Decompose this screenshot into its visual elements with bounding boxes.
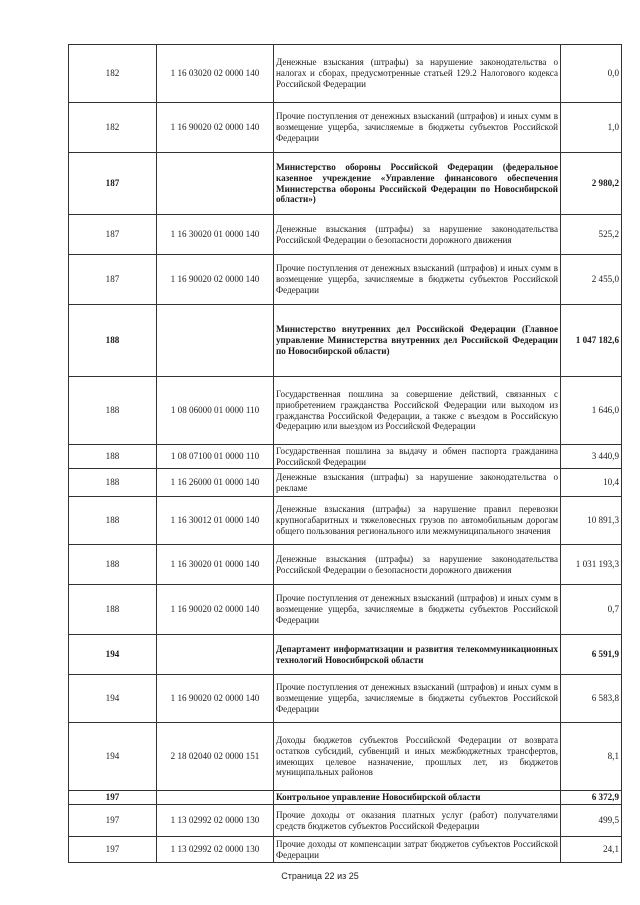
amount-cell: 499,5 bbox=[561, 805, 622, 837]
revenue-name-cell: Прочие поступления от денежных взысканий (штрафов) и иных сумм в возмещение ущерба, зачисляемые в бюджеты субъектов Российской Федерации bbox=[274, 585, 561, 635]
revenue-code-cell: 1 16 30012 01 0000 140 bbox=[157, 497, 274, 545]
revenue-code-cell bbox=[157, 791, 274, 805]
revenue-code-cell: 1 16 90020 02 0000 140 bbox=[157, 585, 274, 635]
amount-cell: 24,1 bbox=[561, 837, 622, 863]
revenue-name-cell: Денежные взыскания (штрафы) за нарушение законодательства Российской Федерации о безопасности дорожного движения bbox=[274, 545, 561, 585]
revenue-code-cell: 1 13 02992 02 0000 130 bbox=[157, 805, 274, 837]
admin-code-cell: 187 bbox=[69, 215, 157, 255]
revenue-code-cell: 1 16 90020 02 0000 140 bbox=[157, 255, 274, 305]
admin-code-cell: 188 bbox=[69, 469, 157, 497]
amount-cell: 6 372,9 bbox=[561, 791, 622, 805]
revenue-name-cell: Контрольное управление Новосибирской области bbox=[274, 791, 561, 805]
table-row bbox=[69, 445, 622, 469]
amount-cell: 6 583,8 bbox=[561, 675, 622, 723]
revenue-name-cell: Министерство обороны Российской Федерации (федеральное казенное учреждение «Управление финансового обеспечения Министерства обороны Российской Федерации по Новосибирской области») bbox=[274, 153, 561, 215]
amount-cell: 0,7 bbox=[561, 585, 622, 635]
table-row bbox=[69, 497, 622, 545]
revenue-name-cell: Прочие поступления от денежных взысканий (штрафов) и иных сумм в возмещение ущерба, зачисляемые в бюджеты субъектов Российской Федерации bbox=[274, 103, 561, 153]
admin-code-cell: 197 bbox=[69, 837, 157, 863]
amount-cell: 0,0 bbox=[561, 45, 622, 103]
revenue-code-cell: 1 08 06000 01 0000 110 bbox=[157, 377, 274, 445]
table-row bbox=[69, 585, 622, 635]
amount-cell: 1 031 193,3 bbox=[561, 545, 622, 585]
revenue-code-cell bbox=[157, 635, 274, 675]
revenue-name-cell: Доходы бюджетов субъектов Российской Федерации от возврата остатков субсидий, субвенций и иных межбюджетных трансфертов, имеющих целевое назначение, прошлых лет, из бюджетов муниципальных районов bbox=[274, 723, 561, 791]
table-row bbox=[69, 469, 622, 497]
revenue-name-cell: Денежные взыскания (штрафы) за нарушение законодательства Российской Федерации о безопасности дорожного движения bbox=[274, 215, 561, 255]
amount-cell: 10 891,3 bbox=[561, 497, 622, 545]
admin-code-cell: 187 bbox=[69, 255, 157, 305]
table-row-administrator bbox=[69, 635, 622, 675]
table-row bbox=[69, 255, 622, 305]
amount-cell: 3 440,9 bbox=[561, 445, 622, 469]
amount-cell: 2 980,2 bbox=[561, 153, 622, 215]
page-footer bbox=[0, 871, 640, 881]
amount-cell: 10,4 bbox=[561, 469, 622, 497]
admin-code-cell: 188 bbox=[69, 377, 157, 445]
table-row bbox=[69, 45, 622, 103]
revenue-name-cell: Министерство внутренних дел Российской Федерации (Главное управление Министерства внутренних дел Российской Федерации по Новосибирской области) bbox=[274, 305, 561, 377]
revenue-code-cell bbox=[157, 305, 274, 377]
revenue-code-cell: 1 16 30020 01 0000 140 bbox=[157, 215, 274, 255]
revenue-name-cell: Прочие доходы от компенсации затрат бюджетов субъектов Российской Федерации bbox=[274, 837, 561, 863]
table-row bbox=[69, 805, 622, 837]
page-number: Страница 22 из 25 bbox=[281, 871, 359, 881]
revenue-name-cell: Прочие доходы от оказания платных услуг (работ) получателями средств бюджетов субъектов Российской Федерации bbox=[274, 805, 561, 837]
amount-cell: 1 646,0 bbox=[561, 377, 622, 445]
revenue-code-cell bbox=[157, 153, 274, 215]
admin-code-cell: 188 bbox=[69, 445, 157, 469]
revenue-table-body bbox=[69, 45, 622, 863]
revenue-code-cell: 1 08 07100 01 0000 110 bbox=[157, 445, 274, 469]
admin-code-cell: 188 bbox=[69, 585, 157, 635]
admin-code-cell: 182 bbox=[69, 45, 157, 103]
table-row bbox=[69, 675, 622, 723]
admin-code-cell: 182 bbox=[69, 103, 157, 153]
admin-code-cell: 188 bbox=[69, 305, 157, 377]
revenue-code-cell: 2 18 02040 02 0000 151 bbox=[157, 723, 274, 791]
amount-cell: 6 591,9 bbox=[561, 635, 622, 675]
revenue-code-cell: 1 16 30020 01 0000 140 bbox=[157, 545, 274, 585]
table-row-administrator bbox=[69, 153, 622, 215]
table-row bbox=[69, 545, 622, 585]
revenue-name-cell: Денежные взыскания (штрафы) за нарушение законодательства о рекламе bbox=[274, 469, 561, 497]
revenue-name-cell: Прочие поступления от денежных взысканий (штрафов) и иных сумм в возмещение ущерба, зачисляемые в бюджеты субъектов Российской Федерации bbox=[274, 255, 561, 305]
table-row bbox=[69, 103, 622, 153]
revenue-name-cell: Денежные взыскания (штрафы) за нарушение правил перевозки крупногабаритных и тяжеловесных грузов по автомобильным дорогам общего пользования регионального или межмуниципального значения bbox=[274, 497, 561, 545]
amount-cell: 8,1 bbox=[561, 723, 622, 791]
revenue-name-cell: Государственная пошлина за совершение действий, связанных с приобретением гражданства Российской Федерации или выходом из гражданства Российской Федерации, а также с въездом в Российскую Федерацию или выездом из Российской Федерации bbox=[274, 377, 561, 445]
table-row bbox=[69, 837, 622, 863]
table-row bbox=[69, 377, 622, 445]
admin-code-cell: 188 bbox=[69, 545, 157, 585]
revenue-code-cell: 1 16 90020 02 0000 140 bbox=[157, 103, 274, 153]
revenue-code-cell: 1 16 26000 01 0000 140 bbox=[157, 469, 274, 497]
revenue-code-cell: 1 13 02992 02 0000 130 bbox=[157, 837, 274, 863]
admin-code-cell: 194 bbox=[69, 723, 157, 791]
revenue-table bbox=[68, 44, 622, 863]
admin-code-cell: 188 bbox=[69, 497, 157, 545]
revenue-name-cell: Прочие поступления от денежных взысканий (штрафов) и иных сумм в возмещение ущерба, зачисляемые в бюджеты субъектов Российской Федерации bbox=[274, 675, 561, 723]
admin-code-cell: 187 bbox=[69, 153, 157, 215]
admin-code-cell: 194 bbox=[69, 675, 157, 723]
table-row-administrator bbox=[69, 305, 622, 377]
amount-cell: 525,2 bbox=[561, 215, 622, 255]
amount-cell: 2 455,0 bbox=[561, 255, 622, 305]
table-row bbox=[69, 215, 622, 255]
amount-cell: 1,0 bbox=[561, 103, 622, 153]
admin-code-cell: 197 bbox=[69, 805, 157, 837]
admin-code-cell: 194 bbox=[69, 635, 157, 675]
revenue-name-cell: Государственная пошлина за выдачу и обмен паспорта гражданина Российской Федерации bbox=[274, 445, 561, 469]
admin-code-cell: 197 bbox=[69, 791, 157, 805]
table-row-administrator bbox=[69, 791, 622, 805]
revenue-name-cell: Департамент информатизации и развития телекоммуникационных технологий Новосибирской области bbox=[274, 635, 561, 675]
revenue-code-cell: 1 16 90020 02 0000 140 bbox=[157, 675, 274, 723]
revenue-name-cell: Денежные взыскания (штрафы) за нарушение законодательства о налогах и сборах, предусмотренные статьей 129.2 Налогового кодекса Российской Федерации bbox=[274, 45, 561, 103]
revenue-code-cell: 1 16 03020 02 0000 140 bbox=[157, 45, 274, 103]
amount-cell: 1 047 182,6 bbox=[561, 305, 622, 377]
table-row bbox=[69, 723, 622, 791]
